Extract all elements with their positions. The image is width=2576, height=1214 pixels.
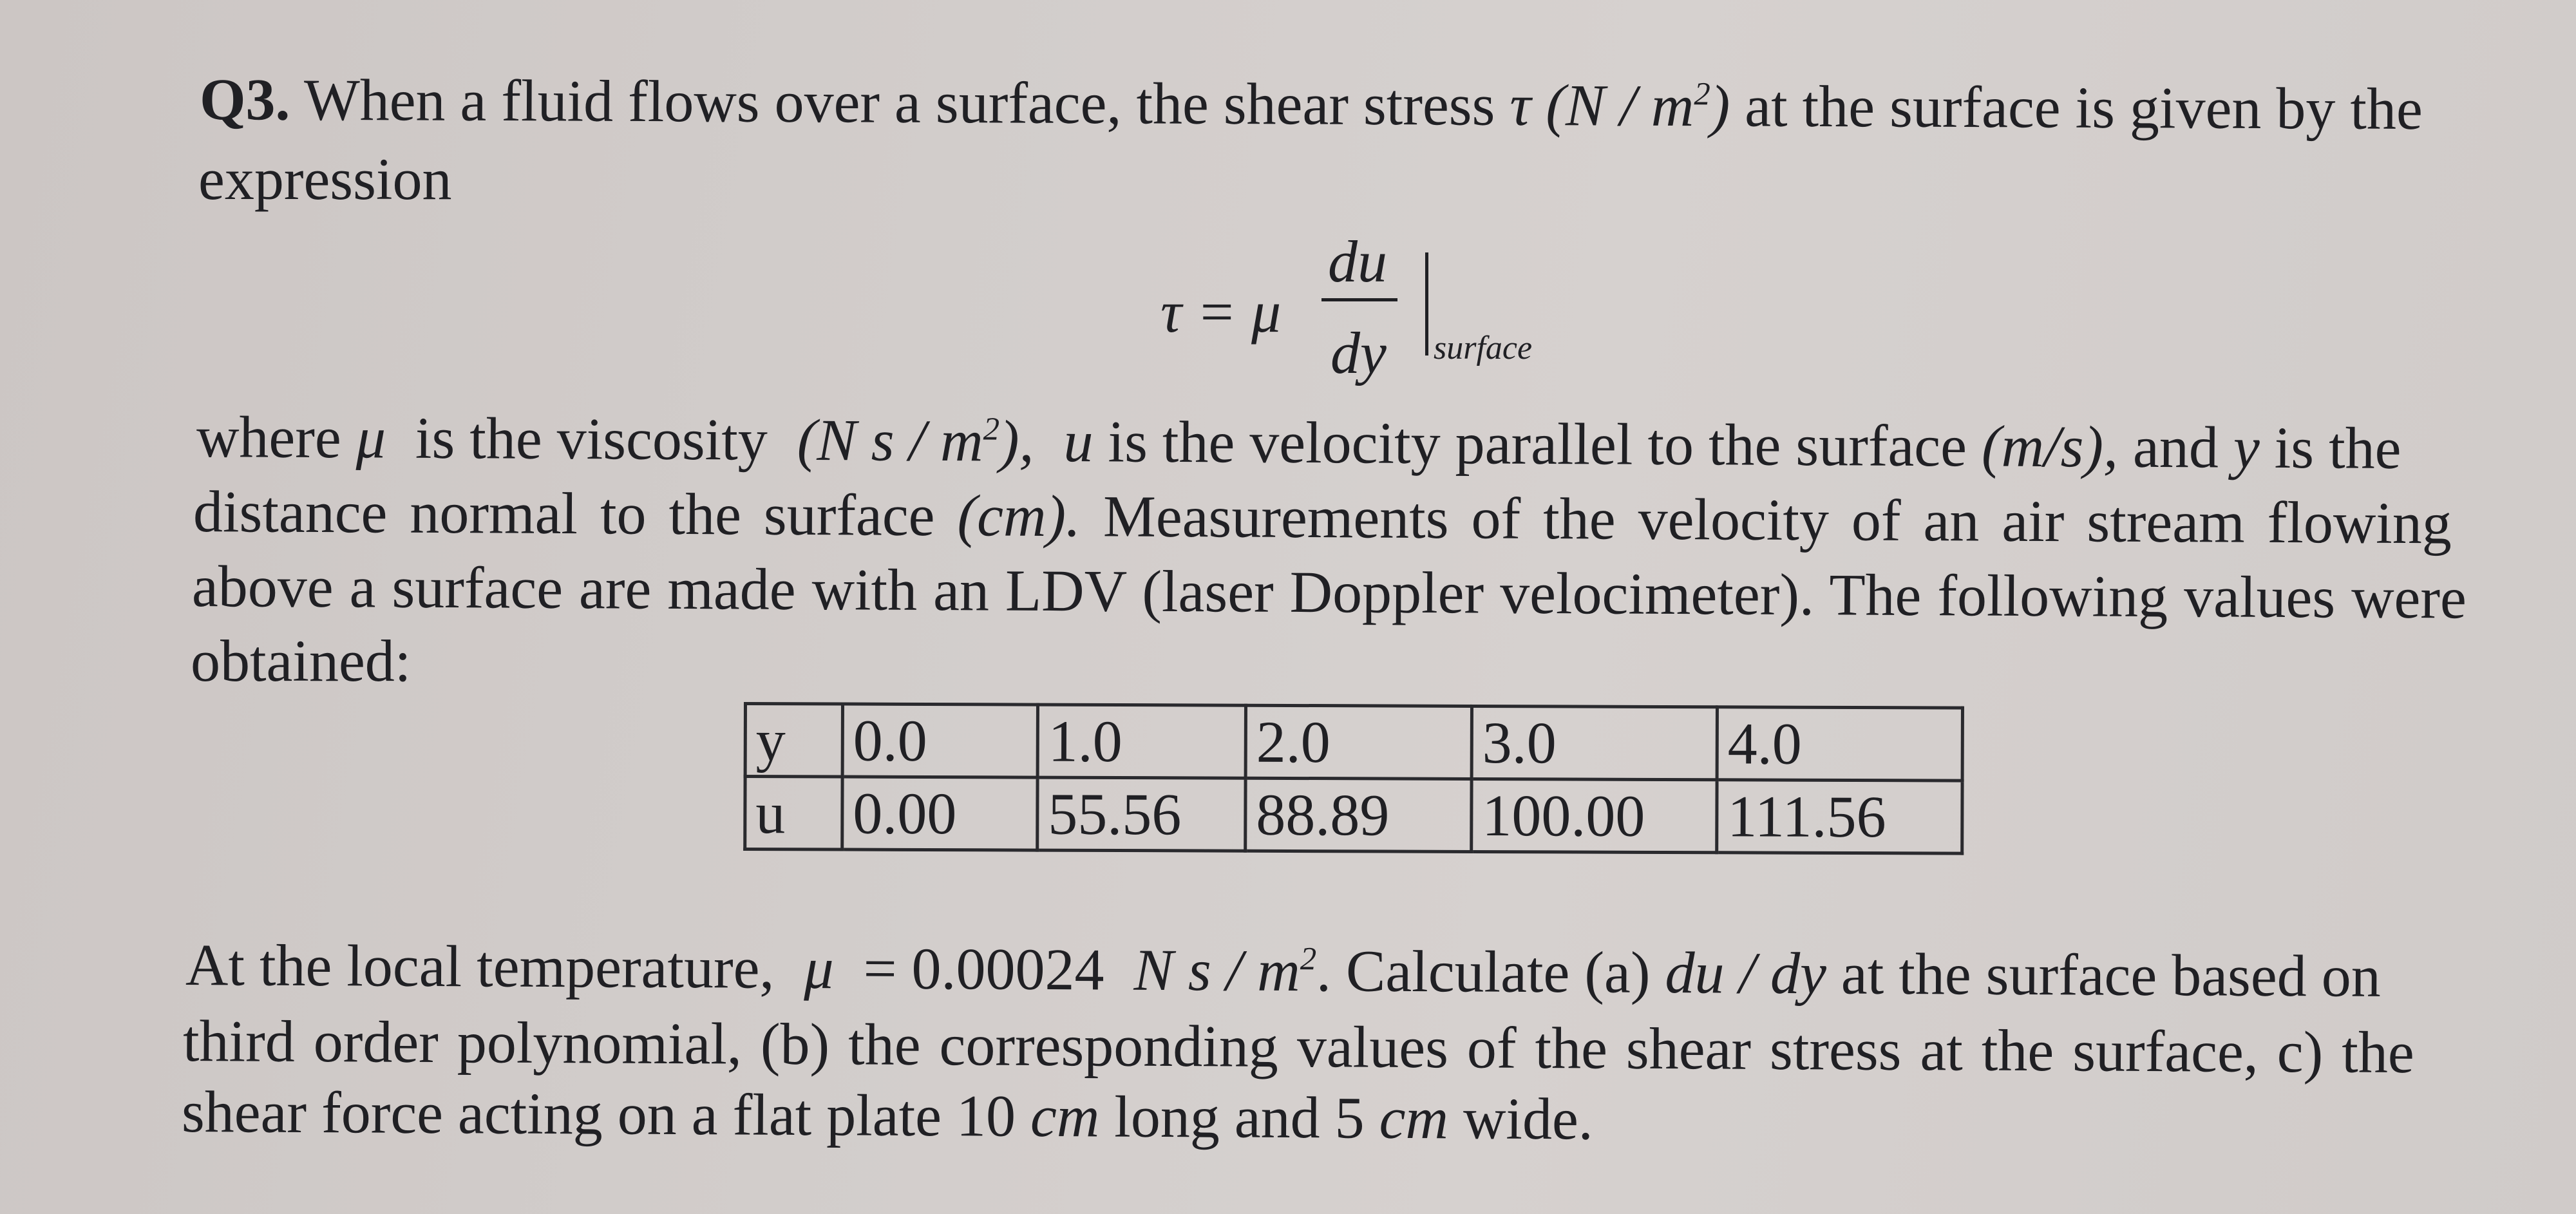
equation-numerator: du bbox=[1328, 229, 1387, 294]
paragraph-line-2: distance normal to the surface (cm). Measurements of the velocity of an air stream flowing bbox=[193, 479, 2452, 556]
table-row-u bbox=[745, 777, 1962, 854]
paragraph-line-4: obtained: bbox=[191, 628, 412, 694]
tau-symbol: τ bbox=[1510, 71, 1531, 138]
closing-line-3: shear force acting on a flat plate 10 cm long and 5 cm wide. bbox=[181, 1079, 1594, 1152]
velocity-table bbox=[743, 702, 1964, 855]
evaluation-bar bbox=[1425, 252, 1428, 356]
table-cell: 4.0 bbox=[1717, 707, 1962, 781]
table-cell: 55.56 bbox=[1037, 777, 1245, 851]
question-line-1 bbox=[199, 66, 2423, 142]
fraction-bar bbox=[1321, 298, 1397, 301]
equation-subscript: surface bbox=[1434, 330, 1533, 366]
table-cell: 100.00 bbox=[1472, 779, 1717, 852]
tau-units: $(N / m^2)$ bbox=[1546, 72, 1730, 139]
table-cell: 0.0 bbox=[842, 704, 1037, 777]
table-cell: 1.0 bbox=[1037, 705, 1245, 778]
table-cell: 2.0 bbox=[1245, 705, 1472, 779]
question-number: Q3. bbox=[199, 66, 290, 133]
table-row-y bbox=[745, 704, 1962, 781]
table-row-label: y bbox=[745, 704, 842, 777]
question-intro: When a fluid flows over a surface, the shear stress bbox=[303, 66, 1495, 138]
question-line-2: expression bbox=[198, 146, 452, 212]
viscosity-value-units: N s / $m^2$ bbox=[1133, 936, 1317, 1004]
table-cell: 0.00 bbox=[842, 777, 1037, 850]
paragraph-line-3: above a surface are made with an LDV (laser Doppler velocimeter). The following values were bbox=[191, 553, 2467, 631]
mu-symbol: μ bbox=[355, 404, 386, 471]
table-row-label: u bbox=[745, 777, 842, 850]
table-cell: 3.0 bbox=[1472, 706, 1717, 779]
closing-line-1: At the local temperature, μ = 0.00024 N s / $m^2$. Calculate (a) du / dy at the surface based on bbox=[185, 932, 2382, 1009]
paragraph-line-1: where μ is the viscosity (N s / $m^2$), u is the velocity parallel to the surface (m/s), and y is the bbox=[196, 404, 2401, 481]
equation-denominator: dy bbox=[1331, 320, 1387, 386]
table-cell: 111.56 bbox=[1717, 780, 1962, 853]
question-intro-end: at the surface is given by the bbox=[1745, 73, 2423, 142]
equation-lhs: τ = μ bbox=[1160, 279, 1282, 345]
closing-line-2: third order polynomial, (b) the corresponding values of the shear stress at the surface, c) the bbox=[182, 1008, 2414, 1086]
table-cell: 88.89 bbox=[1245, 778, 1472, 851]
viscosity-units: (N s / $m^2$), bbox=[797, 406, 1034, 474]
